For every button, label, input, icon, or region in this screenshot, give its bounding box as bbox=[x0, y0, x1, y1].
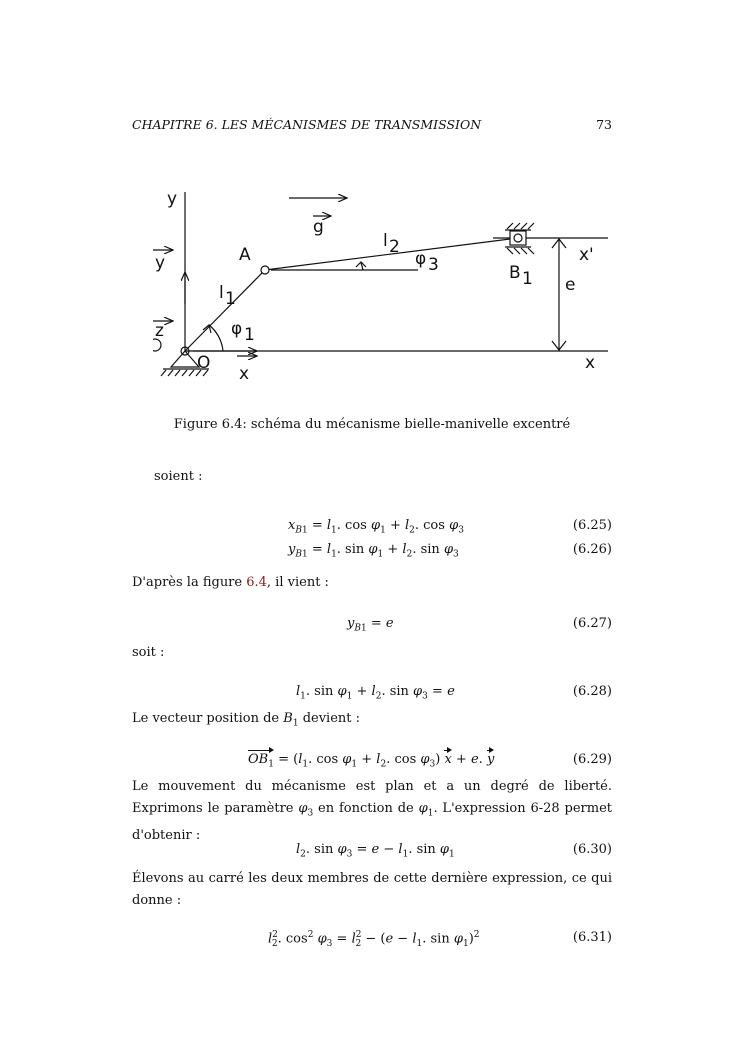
vecteur-text-end: devient : bbox=[298, 711, 361, 726]
equation-number: (6.30) bbox=[572, 842, 612, 857]
label-phi3: φ bbox=[415, 249, 427, 269]
label-phi1: φ bbox=[231, 319, 243, 339]
equation-6-26-body: $y_{B1} = l_1$. $\sin \varphi_1 + l_2$. $\sin \varphi_3$ bbox=[288, 542, 459, 560]
equation-number: (6.31) bbox=[572, 930, 612, 945]
label-point-b1: B bbox=[509, 263, 521, 283]
mouvement-paragraph: Le mouvement du mécanisme est plan et a un degré de liberté. Exprimons le paramètre $\varphi_3$ en fonction de $\varphi_1$. L'expression 6-28 permet d'obtenir : bbox=[132, 779, 612, 843]
equation-number: (6.28) bbox=[572, 684, 612, 699]
figure-caption: Figure 6.4: schéma du mécanisme bielle-manivelle excentré bbox=[173, 417, 571, 432]
mechanism-diagram bbox=[153, 186, 608, 390]
equation-6-25-body: $x_{B1} = l_1$. $\cos \varphi_1 + l_2$. $\cos \varphi_3$ bbox=[288, 518, 464, 536]
mouvement-text-end: . L'expression 6-28 permet d'obtenir : bbox=[132, 801, 612, 843]
label-point-a: A bbox=[239, 245, 251, 265]
guide-bottom-hatch bbox=[507, 248, 534, 254]
equation-6-30 bbox=[132, 842, 612, 864]
label-phi1-sub: 1 bbox=[244, 325, 255, 345]
soient-paragraph: soient : bbox=[154, 469, 203, 484]
soit-paragraph: soit : bbox=[132, 645, 165, 660]
equation-6-27 bbox=[132, 616, 612, 638]
equation-6-26 bbox=[132, 542, 612, 564]
mouvement-text: Le mouvement du mécanisme est plan et a un degré de liberté. Exprimons le paramètre bbox=[132, 779, 612, 816]
ground-support bbox=[171, 351, 199, 367]
equation-6-29-body: $OB_1 = (l_1$. $\cos \varphi_1 + l_2$. $\cos \varphi_3$) x + e. y bbox=[248, 752, 495, 770]
equation-6-28-body: $l_1$. $\sin \varphi_1 + l_2$. $\sin \varphi_3 = e$ bbox=[296, 684, 455, 702]
label-l2: l bbox=[383, 231, 388, 251]
running-head bbox=[132, 117, 612, 132]
guide-top-hatch bbox=[507, 223, 534, 229]
figure-reference-link[interactable]: 6.4 bbox=[246, 575, 267, 590]
label-l2-sub: 2 bbox=[389, 237, 400, 257]
label-vec-g: g bbox=[313, 217, 324, 237]
slider-b1 bbox=[510, 231, 526, 245]
label-l1-sub: 1 bbox=[225, 289, 236, 309]
equation-6-27-body: $y_{B1} = e$ bbox=[347, 616, 394, 634]
elevons-paragraph: Élevons au carré les deux membres de cette dernière expression, ce qui donne : bbox=[132, 871, 612, 908]
label-point-b1-sub: 1 bbox=[522, 269, 533, 289]
dapres-text: D'après la figure bbox=[132, 575, 247, 590]
label-y-axis: y bbox=[167, 189, 178, 209]
label-point-o: O bbox=[197, 353, 211, 373]
vecteur-text: Le vecteur position de bbox=[132, 711, 284, 726]
label-e: e bbox=[565, 275, 576, 295]
chapter-title: CHAPITRE 6. LES MÉCANISMES DE TRANSMISSION bbox=[132, 117, 482, 132]
equation-6-31 bbox=[132, 930, 612, 952]
equation-6-25 bbox=[132, 518, 612, 540]
label-vec-y: y bbox=[155, 253, 166, 273]
equation-6-29 bbox=[132, 752, 612, 774]
equation-6-31-body: $l^2_2$. $\cos^2 \varphi_3 = l^2_2 - (e - l_1$. $\sin \varphi_1)^2$ bbox=[268, 930, 480, 949]
mouvement-text-mid: en fonction de bbox=[313, 801, 419, 816]
mechanism-figure bbox=[153, 186, 608, 390]
label-vec-x: x bbox=[239, 364, 250, 384]
label-x-axis: x bbox=[585, 353, 596, 373]
label-phi3-sub: 3 bbox=[428, 255, 439, 275]
label-l1: l bbox=[219, 283, 224, 303]
dapres-text-end: , il vient : bbox=[266, 575, 329, 590]
equation-6-28 bbox=[132, 684, 612, 706]
equation-number: (6.25) bbox=[572, 518, 612, 533]
equation-number: (6.26) bbox=[572, 542, 612, 557]
phi1-arc bbox=[209, 325, 223, 351]
equation-number: (6.27) bbox=[572, 616, 612, 631]
page-number: 73 bbox=[596, 117, 612, 132]
label-x-prime: x' bbox=[579, 245, 594, 265]
joint-a bbox=[261, 266, 269, 274]
dapres-paragraph bbox=[132, 572, 612, 594]
label-vec-z: z bbox=[155, 321, 164, 341]
equation-number: (6.29) bbox=[572, 752, 612, 767]
vecteur-paragraph: Le vecteur position de $B_1$ devient : bbox=[132, 711, 361, 729]
equation-6-30-body: $l_2$. $\sin \varphi_3 = e - l_1$. $\sin \varphi_1$ bbox=[296, 842, 455, 860]
